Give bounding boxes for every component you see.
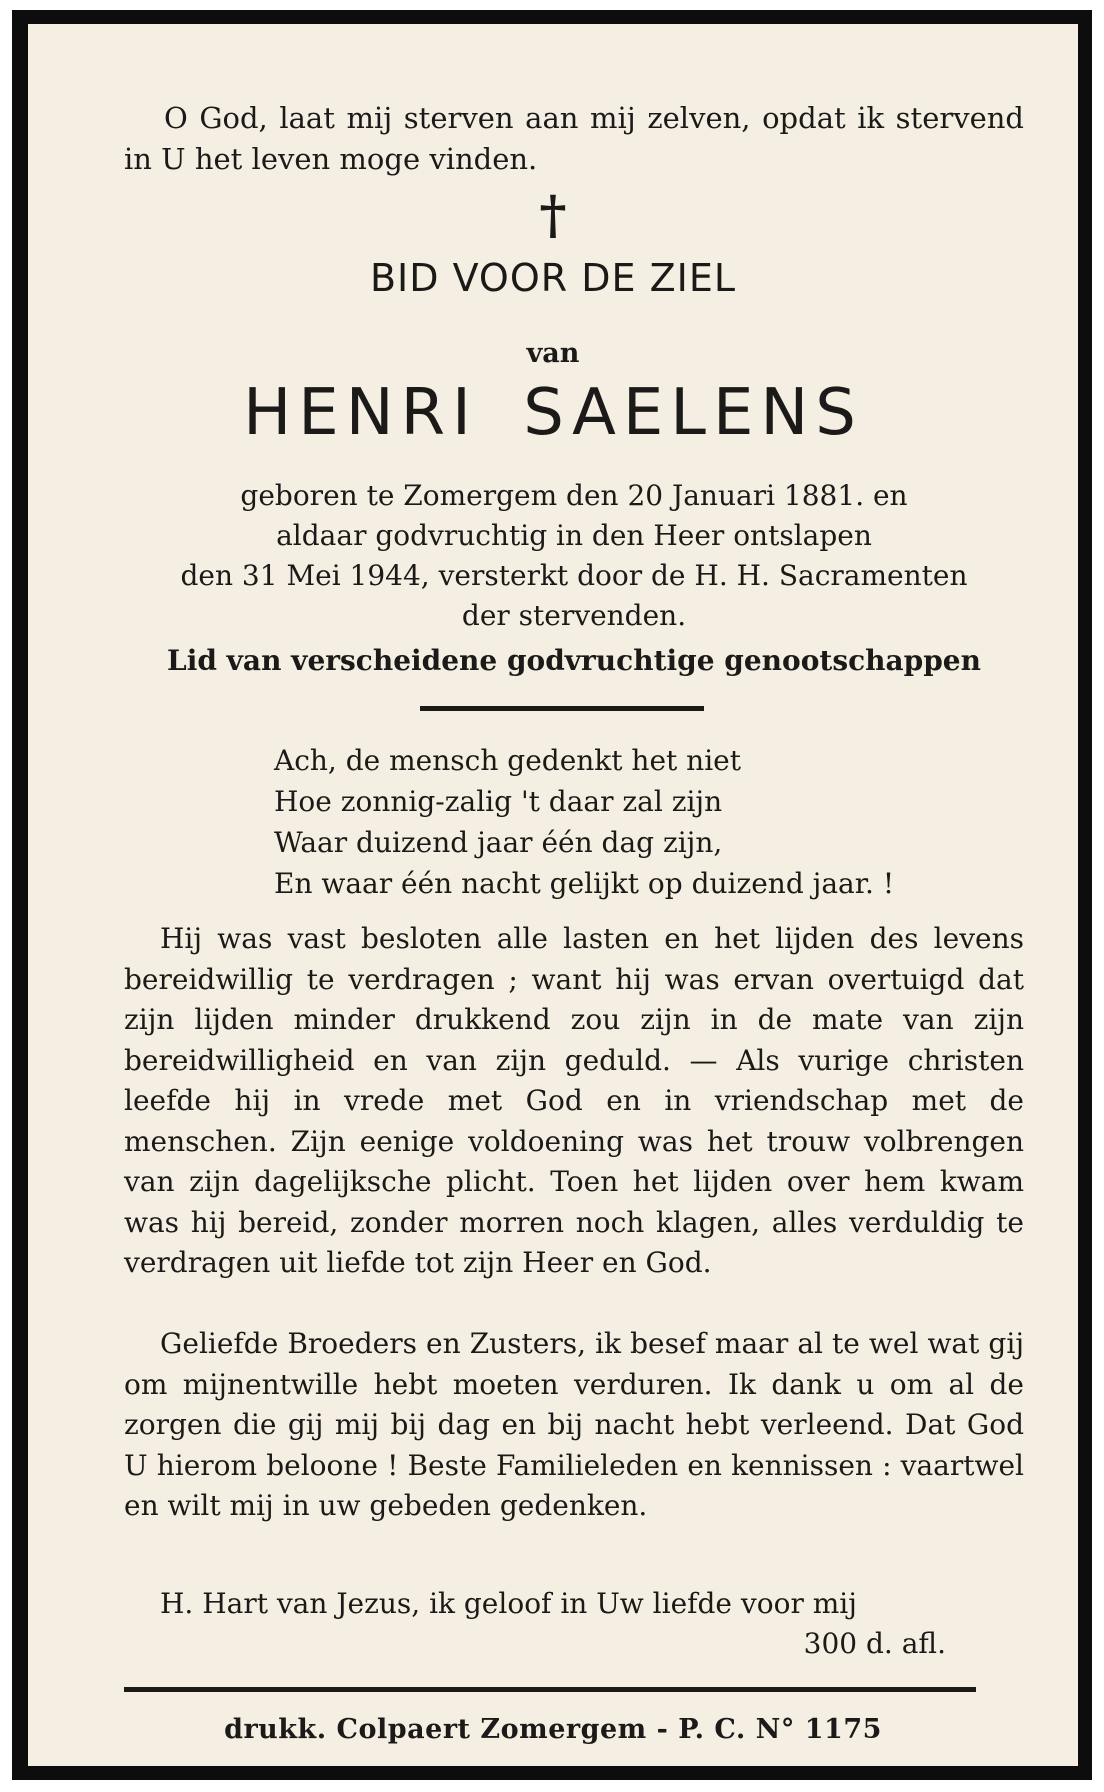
poem — [274, 740, 1014, 904]
card-paper — [28, 24, 1078, 1766]
detail-line: aldaar godvruchtig in den Heer ontslapen — [276, 519, 872, 552]
memorial-card — [12, 10, 1092, 1780]
poem-line: Hoe zonnig-zalig 't daar zal zijn — [274, 785, 723, 818]
birth-death-details — [124, 476, 1024, 636]
printer-imprint: drukk. Colpaert Zomergem - P. C. N° 1175 — [224, 1714, 882, 1745]
poem-line: En waar één nacht gelijkt op duizend jaar. ! — [274, 867, 895, 900]
poem-line: Ach, de mensch gedenkt het niet — [274, 744, 741, 777]
heading: BID VOOR DE ZIEL — [369, 256, 736, 300]
detail-line: den 31 Mei 1944, versterkt door de H. H. Sacramenten — [180, 559, 968, 592]
opening-prayer: O God, laat mij sterven aan mij zelven, opdat ik stervend in U het leven moge vinden. — [124, 101, 1024, 176]
cross-icon: † — [539, 185, 567, 246]
membership-line: Lid van verscheidene godvruchtige genootschappen — [167, 644, 981, 677]
deceased-name: HENRI SAELENS — [243, 376, 863, 450]
detail-line: der stervenden. — [461, 599, 687, 632]
closing-prayer: H. Hart van Jezus, ik geloof in Uw liefde voor mij — [160, 1587, 857, 1620]
divider-short — [420, 706, 704, 711]
van-label: van — [526, 338, 580, 369]
indulgence-note: 300 d. afl. — [803, 1627, 946, 1660]
divider-long — [124, 1687, 976, 1692]
paragraph-life: Hij was vast besloten alle lasten en het lijden des levens bereidwillig te verdragen ; want hij was ervan overtuigd dat zijn lijden minder drukkend zou zijn in de mate van zijn bereidwilligheid en van zijn geduld. — Als vurige christen leefde hij in vrede met God en in vriendschap met de menschen. Zijn eenige voldoening was het trouw volbrengen van zijn dagelijksche plicht. Toen het lijden over hem kwam was hij bereid, zonder morren noch klagen, alles verduldig te verdragen uit liefde tot zijn Heer en God. — [124, 922, 1024, 1279]
detail-line: geboren te Zomergem den 20 Januari 1881. en — [240, 479, 908, 512]
paragraph-farewell: Geliefde Broeders en Zusters, ik besef maar al te wel wat gij om mijnentwille hebt moeten verduren. Ik dank u om al de zorgen die gij mij bij dag en bij nacht hebt verleend. Dat God U hierom beloone ! Beste Familieleden en kennissen : vaartwel en wilt mij in uw gebeden gedenken. — [124, 1327, 1024, 1522]
poem-line: Waar duizend jaar één dag zijn, — [274, 826, 723, 859]
